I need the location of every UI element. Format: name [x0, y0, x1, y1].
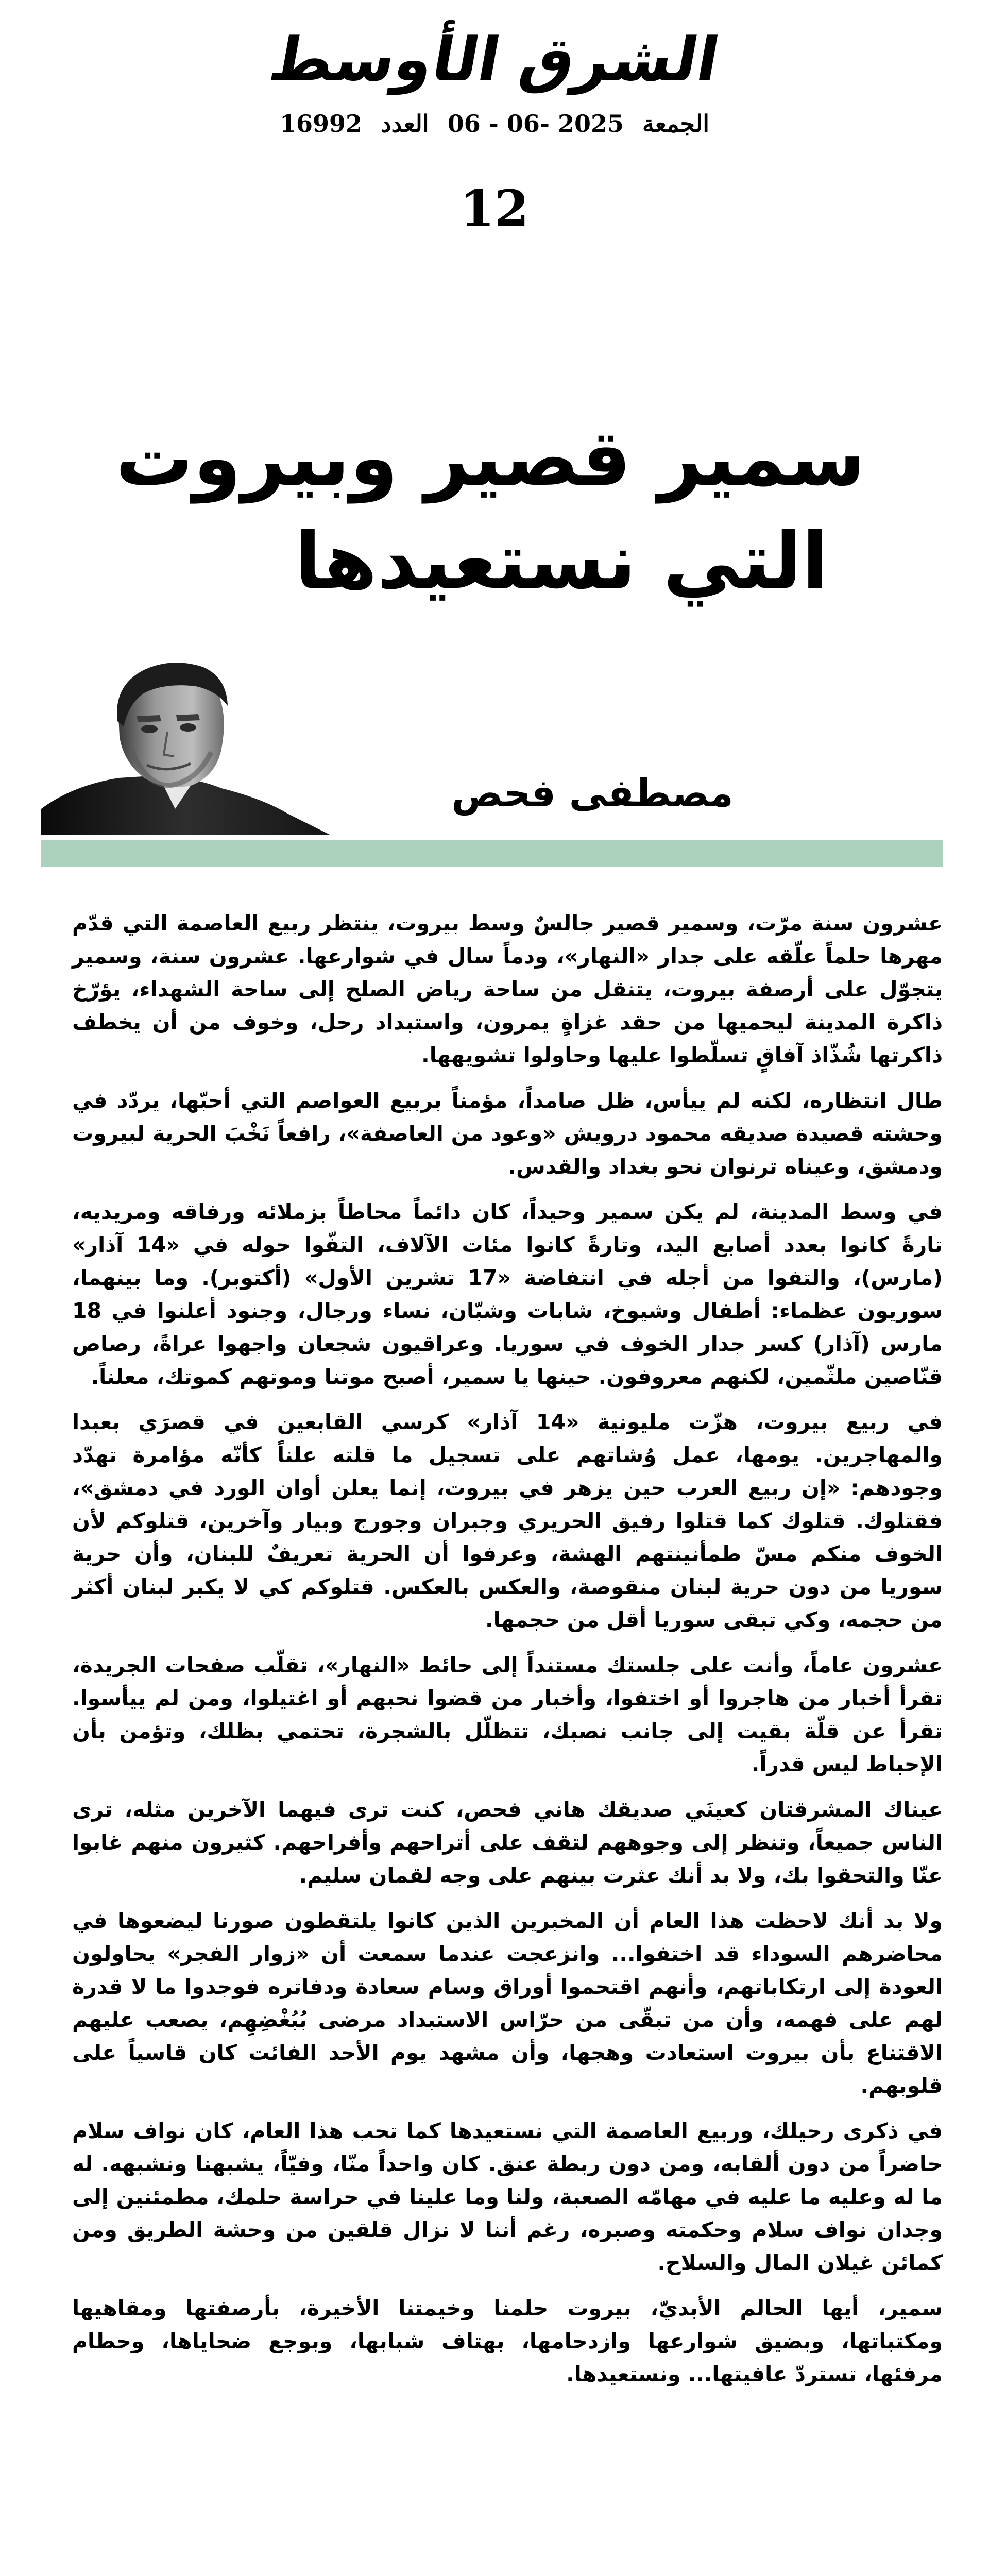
article-paragraph: ولا بد أنك لاحظت هذا العام أن المخبرين الذين كانوا يلتقطون صورنا ليضعوها في محاضرهم السوداء قد اختفوا... وانزعجت عندما سمعت أن «زوار الفجر» يحاولون العودة إلى ارتكاباتهم، وأنهم اقتحموا أوراق وسام سعادة ودفاتره فوجدوا ما لا قدرة لهم على فهمه، وأن من تبقّى من حرّاس الاستبداد مرضى بُبُغْضِهِم، يصعب عليهم الاقتناع بأن بيروت استعادت وهجها، وأن مشهد يوم الأحد الفائت كان قاسياً على قلوبهم.	[72, 1908, 943, 2098]
article-body	[72, 907, 943, 2403]
issue-line	[0, 108, 989, 139]
headline	[115, 407, 865, 613]
author-divider-bar	[41, 840, 943, 867]
headline-line-1: سمير قصير وبيروت	[115, 414, 865, 503]
issue-day: الجمعة	[642, 110, 709, 138]
article-paragraph: طال انتظاره، لكنه لم ييأس، ظل صامداً، مؤمناً بربيع العواصم التي أحبّها، يردّد في وحشته قصيدة صديقه محمود درويش «وعود من العاصفة»، رافعاً نَخْبَ الحرية لبيروت ودمشق، وعيناه ترنوان نحو بغداد والقدس.	[72, 1088, 943, 1179]
issue-label: العدد	[381, 110, 429, 138]
article-paragraph: عشرون سنة مرّت، وسمير قصير جالسٌ وسط بيروت، ينتظر ربيع العاصمة التي قدّم مهرها حلماً علّقه على جدار «النهار»، ودماً سال في شوارعها. عشرون سنة، وسمير يتجوّل على أرصفة بيروت، يتنقل من ساحة رياض الصلح إلى ساحة الشهداء، يؤرّخ ذاكرة المدينة ليحميها من حقد غزاةٍ يمرون، واستبداد رحل، وخوف من أن يخطف ذاكرتها شُذّاذ آفاقٍ تسلّطوا عليها وحاولوا تشويهها.	[72, 911, 943, 1067]
article-paragraph: في وسط المدينة، لم يكن سمير وحيداً، كان دائماً محاطاً بزملائه ورفاقه ومريديه، تارةً كانوا بعدد أصابع اليد، وتارةً كانوا مئات الآلاف، التفّوا حوله في «14 آذار» (مارس)، والتفوا من أجله في انتفاضة «17 تشرين الأول» (أكتوبر). وما بينهما، سوريون عظماء: أطفال وشيوخ، شابات وشبّان، نساء ورجال، وجنود أعلنوا في 18 مارس (آذار) كسر جدار الخوف في سوريا. وعراقيون شجعان واجهوا عراةً، رصاص قنّاصين ملثّمين، لكنهم معروفون. حينها يا سمير، أصبح موتنا وموتهم كموتك، معلناً.	[72, 1199, 943, 1389]
author-portrait	[41, 654, 361, 835]
article-paragraph: سمير، أيها الحالم الأبديّ، بيروت حلمنا وخيمتنا الأخيرة، بأرصفتها ومقاهيها ومكتباتها، وبضيق شوارعها وازدحامها، بهتاف شبابها، وبوجع ضحاياها، وحطام مرفئها، تستردّ عافيتها... ونستعيدها.	[72, 2296, 943, 2386]
article-paragraph: عيناك المشرقتان كعينَي صديقك هاني فحص، كنت ترى فيهما الآخرين مثله، ترى الناس جميعاً، وتنظر إلى وجوههم لتقف على أتراحهم وأفراحهم. كثيرون منهم غابوا عنّا والتحقوا بك، ولا بد أنك عثرت بينهم على وجه لقمان سليم.	[72, 1797, 943, 1888]
page-number: 12	[460, 179, 529, 238]
article-paragraph: في ربيع بيروت، هزّت مليونية «14 آذار» كرسي القابعين في قصرَي بعبدا والمهاجرين. يومها، عمل وُشاتهم على تسجيل ما قلته علناً كأنّه مؤامرة تهدّد وجودهم: «إن ربيع العرب حين يزهر في بيروت، إنما يعلن أوان الورد في دمشق»، فقتلوك. قتلوك كما قتلوا رفيق الحريري وجبران وجورج وبيار وآخرين، قتلوكم لأن الخوف منكم مسّ طمأنينتهم الهشة، وعرفوا أن الحرية تعريفٌ للبنان، وأن حرية سوريا من دون حرية لبنان منقوصة، والعكس بالعكس. قتلوكم كي لا يكبر لبنان أكثر من حجمه، وكي تبقى سوريا أقل من حجمها.	[72, 1410, 943, 1632]
masthead	[0, 21, 989, 98]
article-paragraph: في ذكرى رحيلك، وربيع العاصمة التي نستعيدها كما تحب هذا العام، كان نواف سلام حاضراً من دون ألقابه، ومن دون ربطة عنق. كان واحداً منّا، وفيّاً، يشبهنا ونشبهه. له ما له وعليه ما عليه في مهامّه الصعبة، ولنا وما علينا في حراسة حلمك، مطمئنين إلى وجدان نواف سلام وحكمته وصبره، رغم أننا لا نزال قلقين من وحشة الطريق ومن كمائن غيلان المال والسلاح.	[72, 2119, 943, 2275]
newspaper-logo: الشرق الأوسط	[264, 24, 725, 95]
author-name: مصطفى فحص	[451, 771, 734, 816]
issue-number: 16992	[280, 110, 363, 138]
article-paragraph: عشرون عاماً، وأنت على جلستك مستنداً إلى حائط «النهار»، تقلّب صفحات الجريدة، تقرأ أخبار من هاجروا أو اختفوا، وأخبار من قضوا نحبهم أو اغتيلوا، ومن لم ييأسوا. تقرأ عن قلّة بقيت إلى جانب نصبك، تتظلّل بالشجرة، تحتمي بظلك، وتؤمن بأن الإحباط ليس قدراً.	[72, 1653, 943, 1776]
issue-date: 06 - 06- 2025	[447, 110, 624, 138]
headline-line-2: التي نستعيدها	[294, 517, 828, 606]
